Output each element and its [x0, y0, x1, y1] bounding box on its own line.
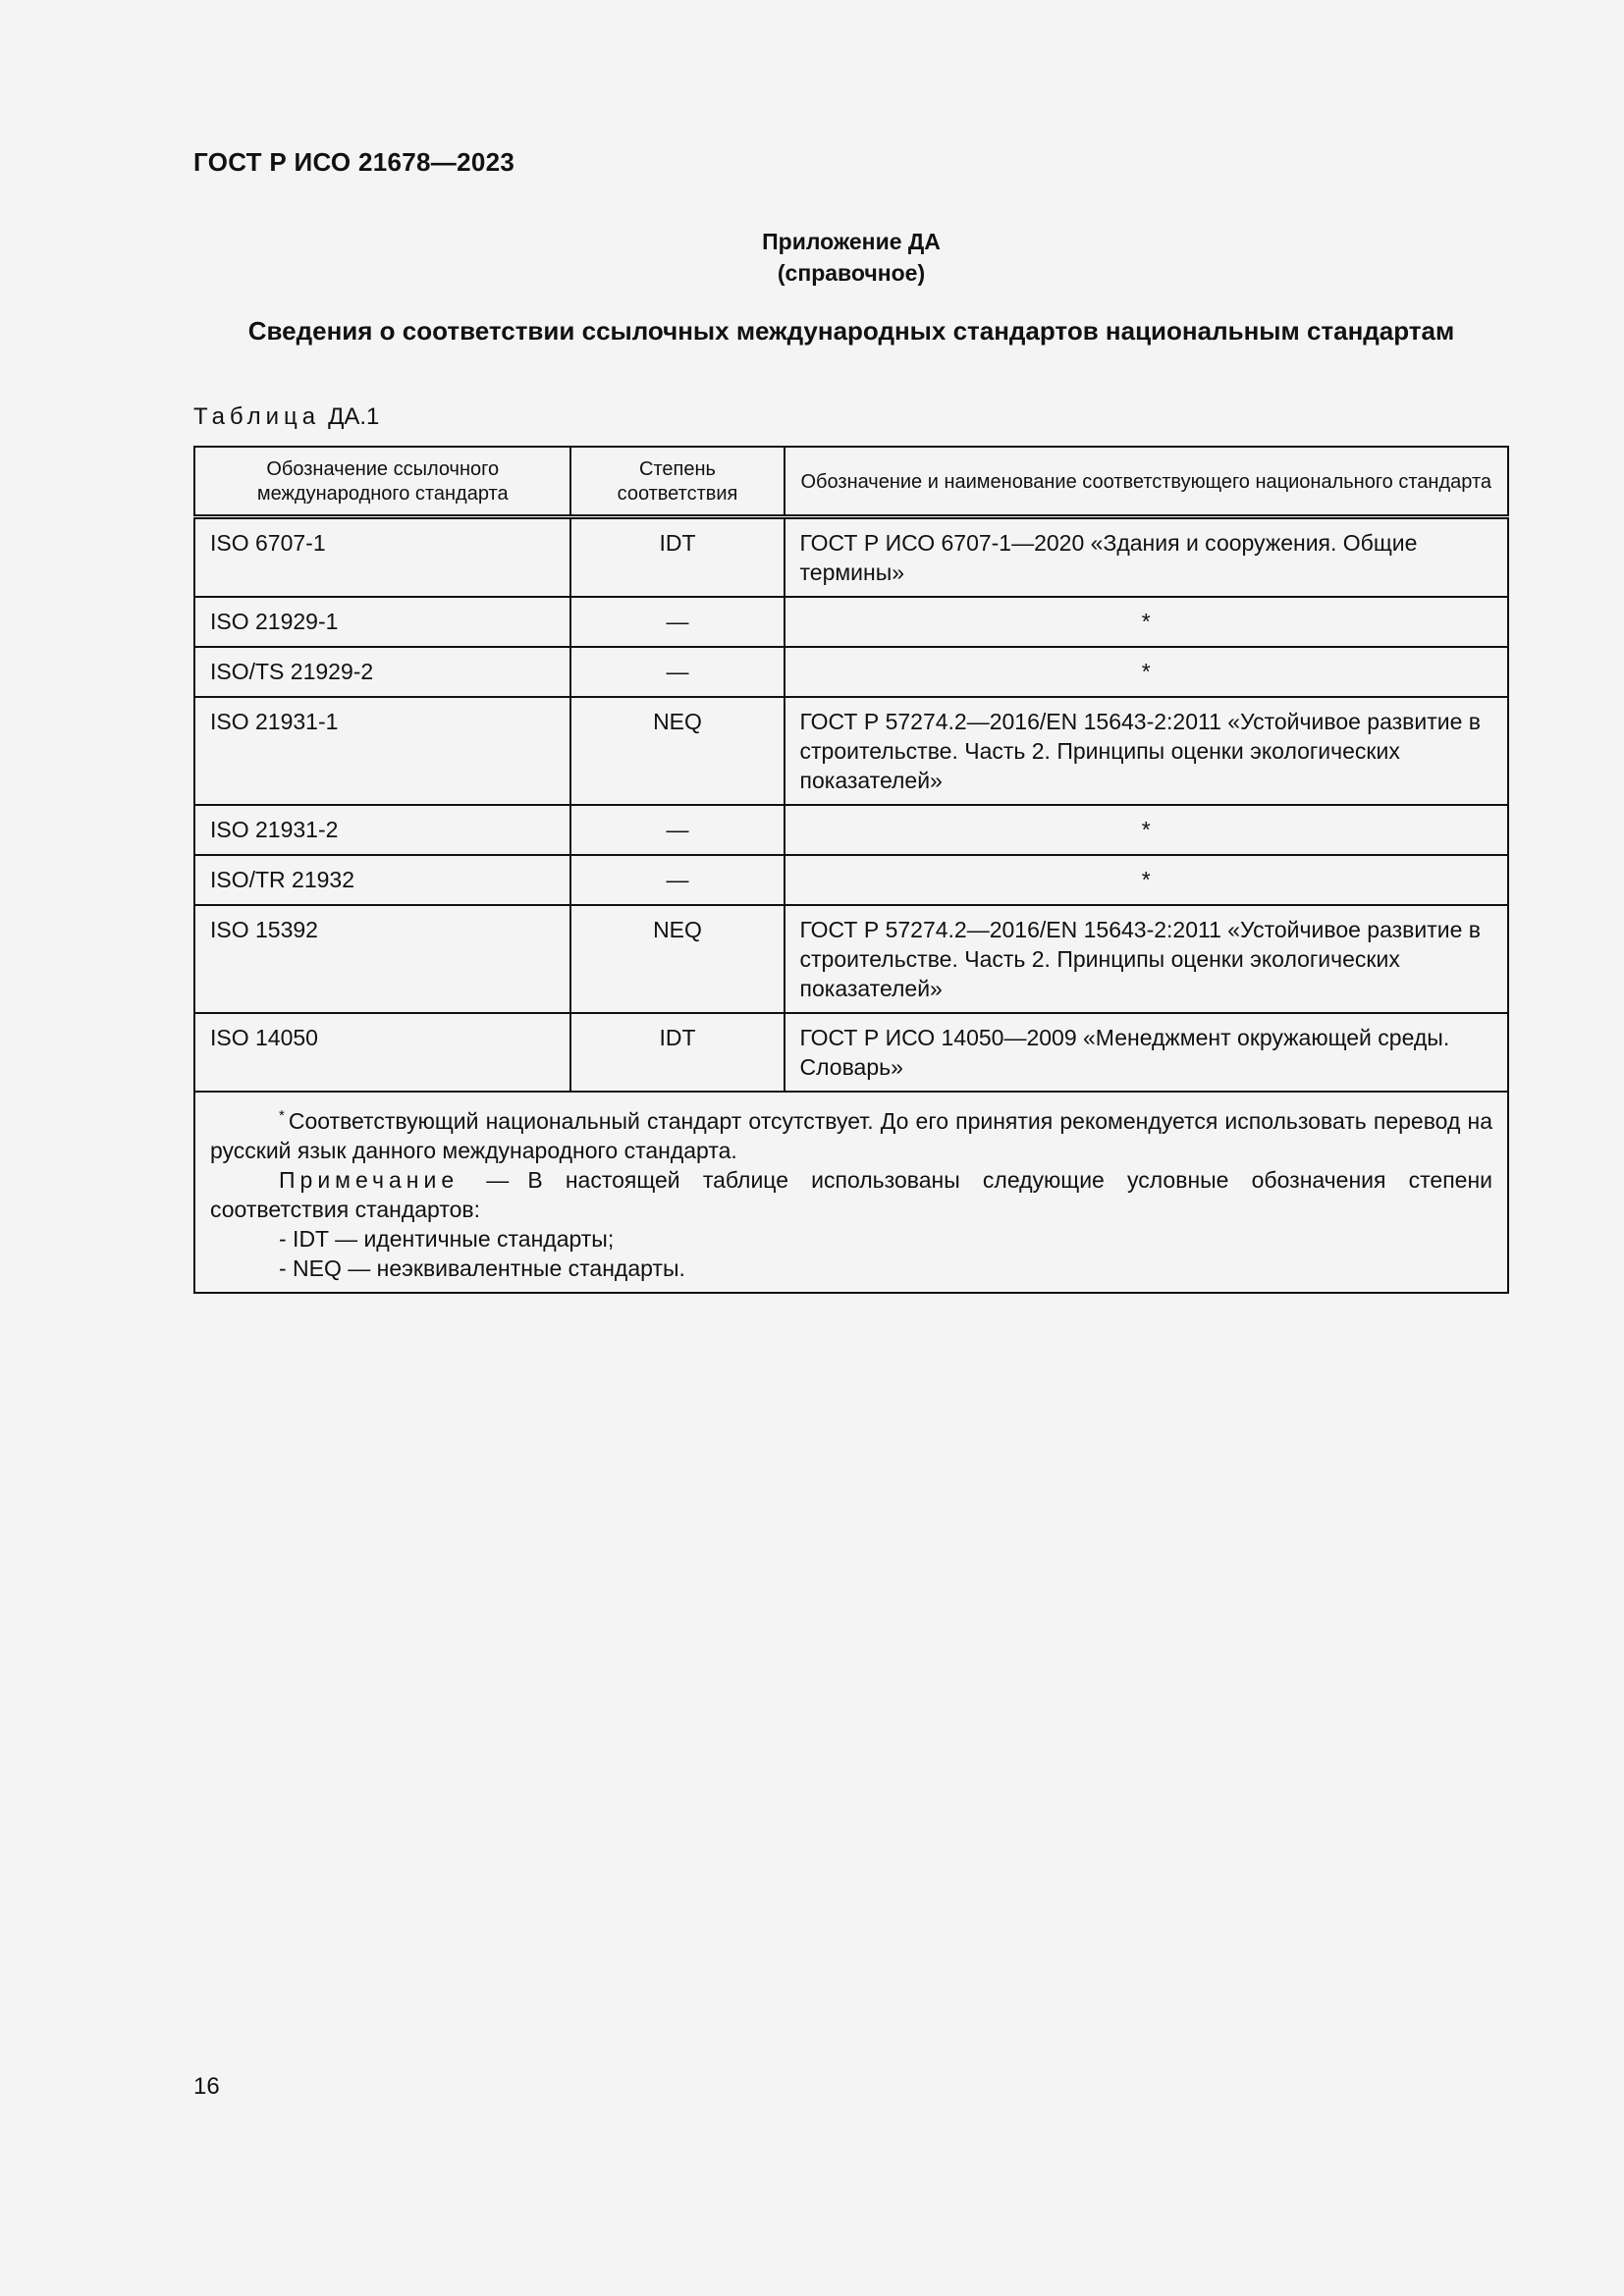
table-row — [194, 697, 1508, 805]
cell-reference: ISO 21931-1 — [194, 697, 570, 805]
cell-degree: — — [570, 805, 784, 855]
table-row — [194, 517, 1508, 598]
cell-national: * — [785, 805, 1509, 855]
cell-national: ГОСТ Р ИСО 14050—2009 «Менеджмент окружающей среды. Словарь» — [785, 1013, 1509, 1092]
table-notes-row — [194, 1092, 1508, 1293]
legend-item-idt: - IDT — идентичные стандарты; — [279, 1226, 615, 1252]
annex-subtitle: (справочное) — [777, 260, 926, 286]
table-row — [194, 905, 1508, 1013]
cell-national: ГОСТ Р 57274.2—2016/EN 15643-2:2011 «Устойчивое развитие в строительстве. Часть 2. Принципы оценки экологических показателей» — [785, 697, 1509, 805]
cell-degree: IDT — [570, 517, 784, 598]
footnote-text: Соответствующий национальный стандарт отсутствует. До его принятия рекомендуется использовать перевод на русский язык данного международного стандарта. — [210, 1108, 1492, 1163]
cell-degree: NEQ — [570, 697, 784, 805]
cell-reference: ISO/TR 21932 — [194, 855, 570, 905]
cell-reference: ISO 14050 — [194, 1013, 570, 1092]
footnote-mark: * — [279, 1107, 285, 1124]
cell-reference: ISO/TS 21929-2 — [194, 647, 570, 697]
table-caption-number: ДА.1 — [328, 403, 380, 430]
cell-reference: ISO 21929-1 — [194, 597, 570, 647]
table-notes — [194, 1092, 1508, 1293]
table-caption — [193, 403, 379, 431]
cell-degree: — — [570, 855, 784, 905]
header-reference-standard: Обозначение ссылочного международного стандарта — [194, 447, 570, 517]
cell-degree: — — [570, 597, 784, 647]
cell-national: * — [785, 597, 1509, 647]
cell-degree: NEQ — [570, 905, 784, 1013]
note — [210, 1165, 1492, 1224]
table-row — [194, 597, 1508, 647]
footnote — [210, 1101, 1492, 1165]
annex-title-block — [0, 226, 1624, 289]
legend-item-neq: - NEQ — неэквивалентные стандарты. — [279, 1255, 685, 1281]
cell-reference: ISO 6707-1 — [194, 517, 570, 598]
cell-reference: ISO 21931-2 — [194, 805, 570, 855]
table-row — [194, 647, 1508, 697]
table-row — [194, 855, 1508, 905]
table-row — [194, 805, 1508, 855]
annex-heading: Сведения о соответствии ссылочных международных стандартов национальным стандартам — [247, 316, 1455, 346]
table-caption-word: Таблица — [193, 403, 321, 430]
cell-national: * — [785, 647, 1509, 697]
cell-degree: IDT — [570, 1013, 784, 1092]
header-national-standard: Обозначение и наименование соответствующего национального стандарта — [785, 447, 1509, 517]
table-row — [194, 1013, 1508, 1092]
annex-title: Приложение ДА — [762, 229, 941, 254]
page-number: 16 — [193, 2073, 220, 2100]
cell-degree: — — [570, 647, 784, 697]
cell-national: ГОСТ Р ИСО 6707-1—2020 «Здания и сооружения. Общие термины» — [785, 517, 1509, 598]
table-header-row — [194, 447, 1508, 517]
correspondence-table — [193, 446, 1509, 1294]
note-text: В настоящей таблице использованы следующие условные обозначения степени соответствия стандартов: — [210, 1167, 1492, 1222]
cell-national: * — [785, 855, 1509, 905]
note-label: Примечание — — [279, 1167, 514, 1193]
cell-reference: ISO 15392 — [194, 905, 570, 1013]
cell-national: ГОСТ Р 57274.2—2016/EN 15643-2:2011 «Устойчивое развитие в строительстве. Часть 2. Принципы оценки экологических показателей» — [785, 905, 1509, 1013]
header-degree: Степень соответствия — [570, 447, 784, 517]
document-designation: ГОСТ Р ИСО 21678—2023 — [193, 147, 515, 177]
